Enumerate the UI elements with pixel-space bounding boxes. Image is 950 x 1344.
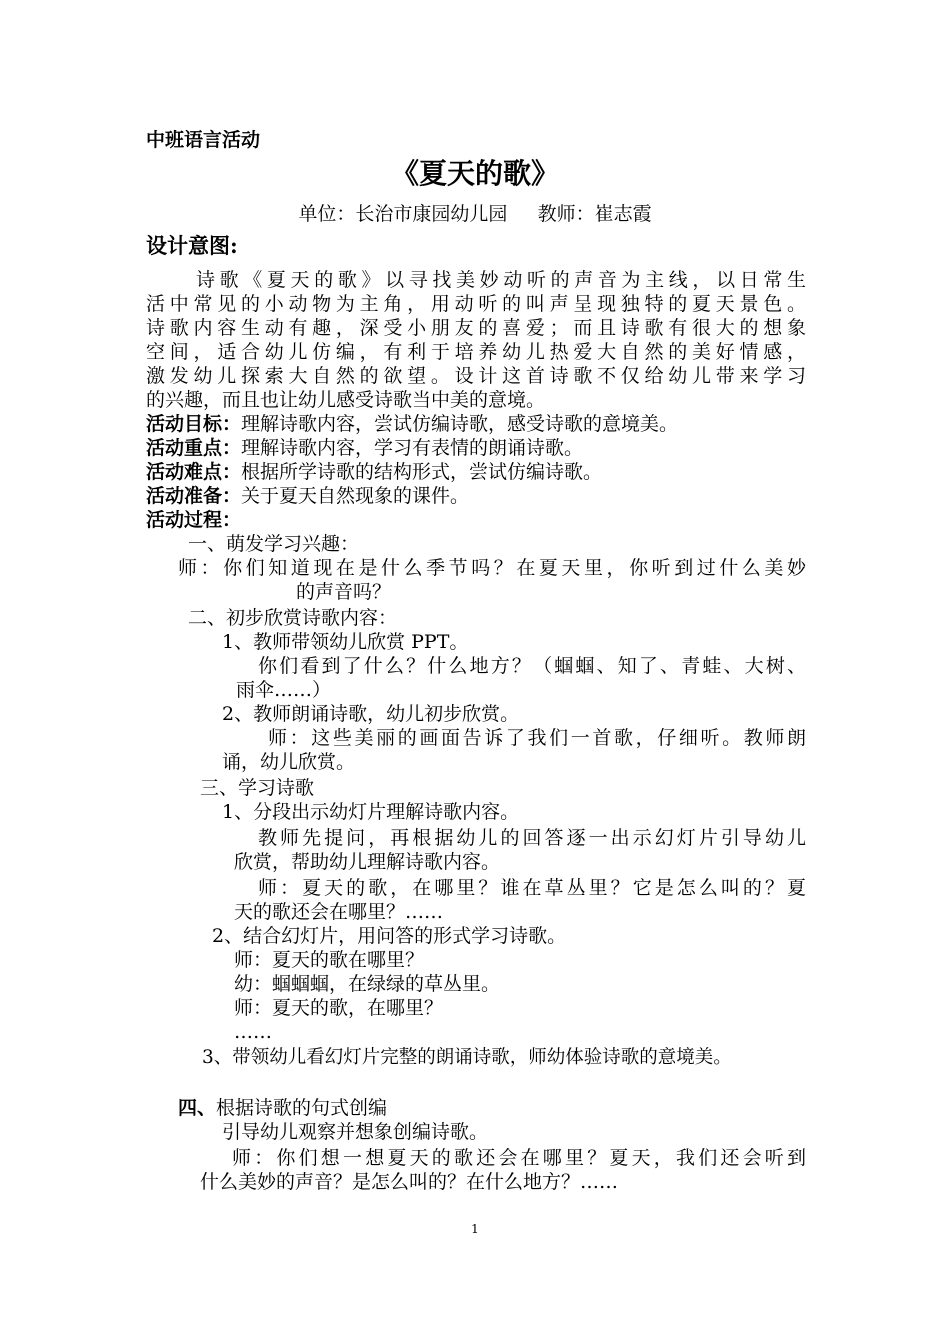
section-3-heading: 三、学习诗歌 bbox=[200, 777, 315, 799]
section-3-item: 1、分段出示幼灯片理解诗歌内容。 bbox=[222, 801, 520, 823]
prep-text: 关于夏天自然现象的课件。 bbox=[241, 485, 470, 507]
difficulty-text: 根据所学诗歌的结构形式，尝试仿编诗歌。 bbox=[241, 461, 603, 483]
section-3-item: 3、带领幼儿看幻灯片完整的朗诵诗歌，师幼体验诗歌的意境美。 bbox=[202, 1047, 732, 1068]
section-4-text: 根据诗歌的句式创编 bbox=[216, 1097, 388, 1119]
section-3-line: 教师先提问，再根据幼儿的回答逐一出示幻灯片引导幼儿 bbox=[258, 827, 806, 849]
activity-key-point bbox=[146, 436, 583, 460]
section-2-item: 2、教师朗诵诗歌，幼儿初步欣赏。 bbox=[222, 703, 520, 725]
process-label: 活动过程： bbox=[146, 509, 242, 531]
byline: 单位：长治市康园幼儿园 教师：崔志霞 bbox=[298, 203, 652, 225]
activity-preparation bbox=[146, 484, 469, 508]
section-1-heading: 一、萌发学习兴趣： bbox=[188, 533, 360, 555]
design-heading: 设计意图: bbox=[146, 233, 238, 258]
section-2-heading: 二、初步欣赏诗歌内容： bbox=[188, 607, 398, 629]
activity-category: 中班语言活动 bbox=[146, 129, 261, 151]
design-line: 诗歌内容生动有趣，深受小朋友的喜爱；而且诗歌有很大的想象 bbox=[146, 317, 806, 339]
section-1-line: 的声音吗？ bbox=[296, 581, 392, 603]
goal-label: 活动目标： bbox=[146, 413, 242, 435]
dialogue-line: 师：夏天的歌，在哪里？ bbox=[234, 997, 444, 1019]
section-4-line: 引导幼儿观察并想象创编诗歌。 bbox=[222, 1121, 489, 1143]
key-label: 活动重点： bbox=[146, 437, 242, 459]
activity-difficulty bbox=[146, 460, 602, 484]
section-4-line: 师：你们想一想夏天的歌还会在哪里？夏天，我们还会听到 bbox=[232, 1147, 806, 1169]
dialogue-line: …… bbox=[234, 1021, 272, 1043]
design-line: 激发幼儿探索大自然的欲望。设计这首诗歌不仅给幼儿带来学习 bbox=[146, 365, 806, 387]
section-2-line: 师：这些美丽的画面告诉了我们一首歌，仔细听。教师朗 bbox=[268, 727, 806, 749]
activity-goal bbox=[146, 412, 678, 436]
goal-text: 理解诗歌内容，尝试仿编诗歌，感受诗歌的意境美。 bbox=[241, 413, 679, 435]
section-4-line: 什么美妙的声音？是怎么叫的？在什么地方？…… bbox=[200, 1171, 619, 1193]
difficulty-label: 活动难点： bbox=[146, 461, 242, 483]
section-2-item: 1、教师带领幼儿欣赏 PPT。 bbox=[222, 631, 469, 653]
section-3-line: 欣赏，帮助幼儿理解诗歌内容。 bbox=[234, 851, 501, 873]
section-4-label: 四、 bbox=[178, 1097, 217, 1119]
design-line: 活中常见的小动物为主角，用动听的叫声呈现独特的夏天景色。 bbox=[146, 293, 806, 315]
design-line: 的兴趣，而且也让幼儿感受诗歌当中美的意境。 bbox=[146, 389, 546, 411]
section-1-line: 师：你们知道现在是什么季节吗？在夏天里，你听到过什么美妙 bbox=[178, 557, 806, 579]
prep-label: 活动准备： bbox=[146, 485, 242, 507]
section-2-line: 诵，幼儿欣赏。 bbox=[222, 751, 356, 773]
section-3-line: 天的歌还会在哪里？…… bbox=[234, 901, 444, 923]
section-4-heading bbox=[178, 1096, 387, 1120]
section-3-item: 2、结合幻灯片，用问答的形式学习诗歌。 bbox=[212, 925, 567, 947]
design-line: 诗歌《夏天的歌》以寻找美妙动听的声音为主线，以日常生 bbox=[196, 269, 806, 291]
design-line: 空间，适合幼儿仿编，有利于培养幼儿热爱大自然的美好情感， bbox=[146, 341, 806, 363]
key-text: 理解诗歌内容，学习有表情的朗诵诗歌。 bbox=[241, 437, 584, 459]
section-2-line: 你们看到了什么？什么地方？（蝈蝈、知了、青蛙、大树、 bbox=[258, 655, 806, 677]
dialogue-line: 师：夏天的歌在哪里？ bbox=[234, 949, 425, 971]
section-3-line: 师：夏天的歌，在哪里？谁在草丛里？它是怎么叫的？夏 bbox=[258, 877, 806, 899]
page-number: 1 bbox=[471, 1222, 479, 1236]
section-2-line: 雨伞……） bbox=[236, 679, 332, 701]
dialogue-line: 幼：蝈蝈蝈，在绿绿的草丛里。 bbox=[234, 973, 501, 995]
page-title: 《夏天的歌》 bbox=[390, 157, 559, 190]
